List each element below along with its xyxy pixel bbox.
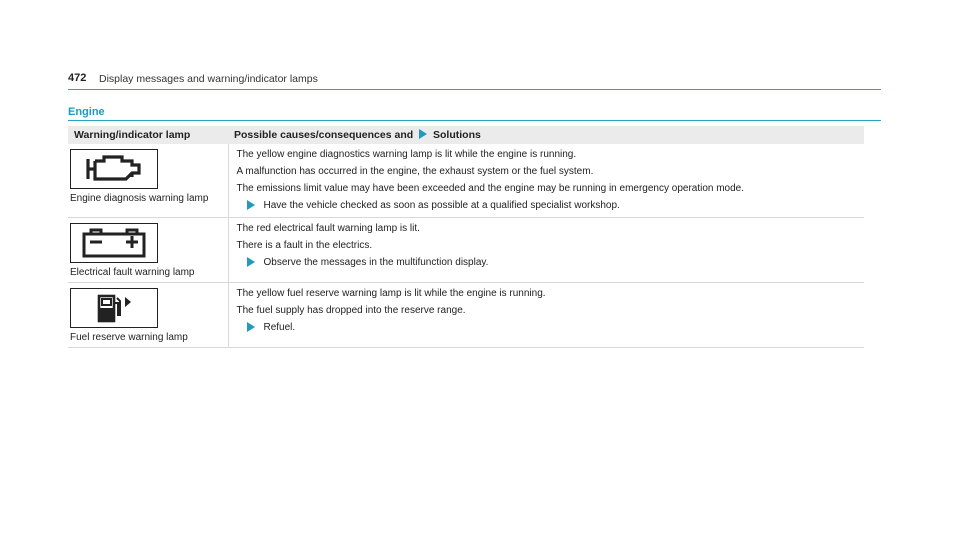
col-header-causes [228, 126, 864, 144]
page-header [68, 72, 881, 90]
arrow-right-icon [419, 129, 427, 139]
col-header-causes-label: Possible causes/consequences and [234, 128, 414, 141]
description-cell [228, 144, 864, 218]
battery-icon [70, 223, 158, 263]
page-header-title: Display messages and warning/indicator lamps [99, 73, 318, 85]
lamp-cell [68, 144, 228, 218]
lamp-label: Fuel reserve warning lamp [70, 332, 188, 343]
table-row [68, 144, 864, 218]
arrow-right-icon [247, 257, 255, 267]
warning-lamp-table [68, 126, 864, 348]
description-line: The fuel supply has dropped into the reserve range. [236, 305, 466, 316]
table-header-row [68, 126, 864, 144]
description-line: The red electrical fault warning lamp is lit. [236, 223, 420, 234]
col-header-solutions-label: Solutions [433, 128, 481, 141]
page-number: 472 [68, 72, 87, 84]
engine-diagnosis-icon [70, 149, 158, 189]
description-line: The yellow engine diagnostics warning lamp is lit while the engine is running. [236, 149, 577, 160]
table-row [68, 218, 864, 283]
solution-text: Observe the messages in the multifunction display. [263, 257, 489, 268]
solution-step [247, 322, 859, 333]
fuel-reserve-icon [70, 288, 158, 328]
description-line: There is a fault in the electrics. [236, 240, 373, 251]
table-row [68, 283, 864, 348]
arrow-right-icon [247, 200, 255, 210]
arrow-right-icon [247, 322, 255, 332]
lamp-cell [68, 218, 228, 283]
lamp-label: Electrical fault warning lamp [70, 267, 195, 278]
description-line: A malfunction has occurred in the engine, the exhaust system or the fuel system. [236, 166, 594, 177]
col-header-lamp: Warning/indicator lamp [68, 126, 228, 144]
section-title: Engine [68, 106, 105, 118]
section-heading [68, 102, 881, 121]
solution-step [247, 200, 859, 211]
solution-step [247, 257, 859, 268]
description-line: The emissions limit value may have been exceeded and the engine may be running in emergency operation mode. [236, 183, 745, 194]
description-cell [228, 218, 864, 283]
lamp-cell [68, 283, 228, 348]
description-line: The yellow fuel reserve warning lamp is lit while the engine is running. [236, 288, 546, 299]
lamp-label: Engine diagnosis warning lamp [70, 193, 209, 204]
description-cell [228, 283, 864, 348]
solution-text: Refuel. [263, 322, 296, 333]
solution-text: Have the vehicle checked as soon as possible at a qualified specialist workshop. [263, 200, 620, 211]
